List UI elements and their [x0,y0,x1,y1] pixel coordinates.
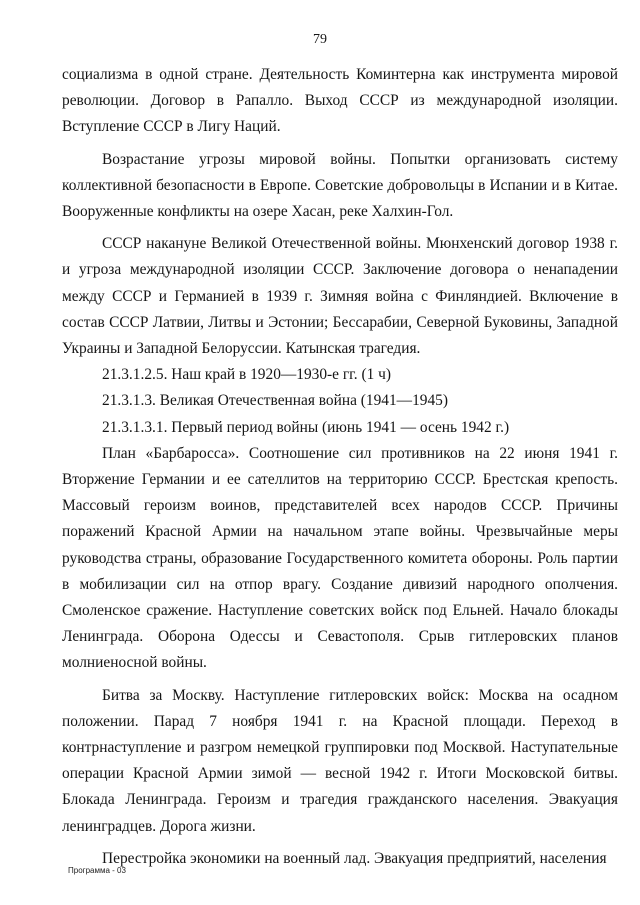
paragraph-battle-of-moscow: Битва за Москву. Наступление гитлеровских войск: Москва на осадном положении. Парад 7 ноября 1941 г. на Красной площади. Переход в контрнаступление и разгром немецкой группировки под Москвой. Наступательные операции Красной Армии зимой — весной 1942 г. Итоги Московской битвы. Блокада Ленинграда. Героизм и трагедия гражданского населения. Эвакуация ленинградцев. Дорога жизни. [62,686,618,835]
paragraph-continuation: социализма в одной стране. Деятельность Коминтерна как инструмента мировой революции. Договор в Рапалло. Выход СССР из международной изоляции. Вступление СССР в Лигу Наций. [62,66,618,136]
section-heading-native-land: 21.3.1.2.5. Наш край в 1920—1930-е гг. (1 ч) [102,366,391,384]
paragraph-ussr-eve-of-war: СССР накануне Великой Отечественной войны. Мюнхенский договор 1938 г. и угроза международной изоляции СССР. Заключение договора о ненападении между СССР и Германией в 1939 г. Зимняя война с Финляндией. Включение в состав СССР Латвии, Литвы и Эстонии; Бессарабии, Северной Буковины, Западной Украины и Западной Белоруссии. Катынская трагедия. [62,235,618,358]
body-text [62,62,618,872]
section-heading-first-period: 21.3.1.3.1. Первый период войны (июнь 1941 — осень 1942 г.) [102,418,510,436]
paragraph-war-threat: Возрастание угрозы мировой войны. Попытки организовать систему коллективной безопасности в Европе. Советские добровольцы в Испании и в Китае. Вооруженные конфликты на озере Хасан, реке Халхин-Гол. [62,150,618,221]
footer-program-label: Программа - 03 [68,866,126,875]
paragraph-economy-restructuring: Перестройка экономики на военный лад. Эвакуация предприятий, населения [102,849,607,867]
section-heading-great-patriotic-war: 21.3.1.3. Великая Отечественная война (1941—1945) [102,392,448,410]
page-number: 79 [313,32,327,47]
paragraph-barbarossa: План «Барбаросса». Соотношение сил противников на 22 июня 1941 г. Вторжение Германии и ее сателлитов на территорию СССР. Брестская крепость. Массовый героизм воинов, представителей всех народов СССР. Причины поражений Красной Армии на начальном этапе войны. Чрезвычайные меры руководства страны, образование Государственного комитета обороны. Роль партии в мобилизации сил на отпор врагу. Создание дивизий народного ополчения. Смоленское сражение. Наступление советских войск под Ельней. Начало блокады Ленинграда. Оборона Одессы и Севастополя. Срыв гитлеровских планов молниеносной войны. [62,444,618,672]
